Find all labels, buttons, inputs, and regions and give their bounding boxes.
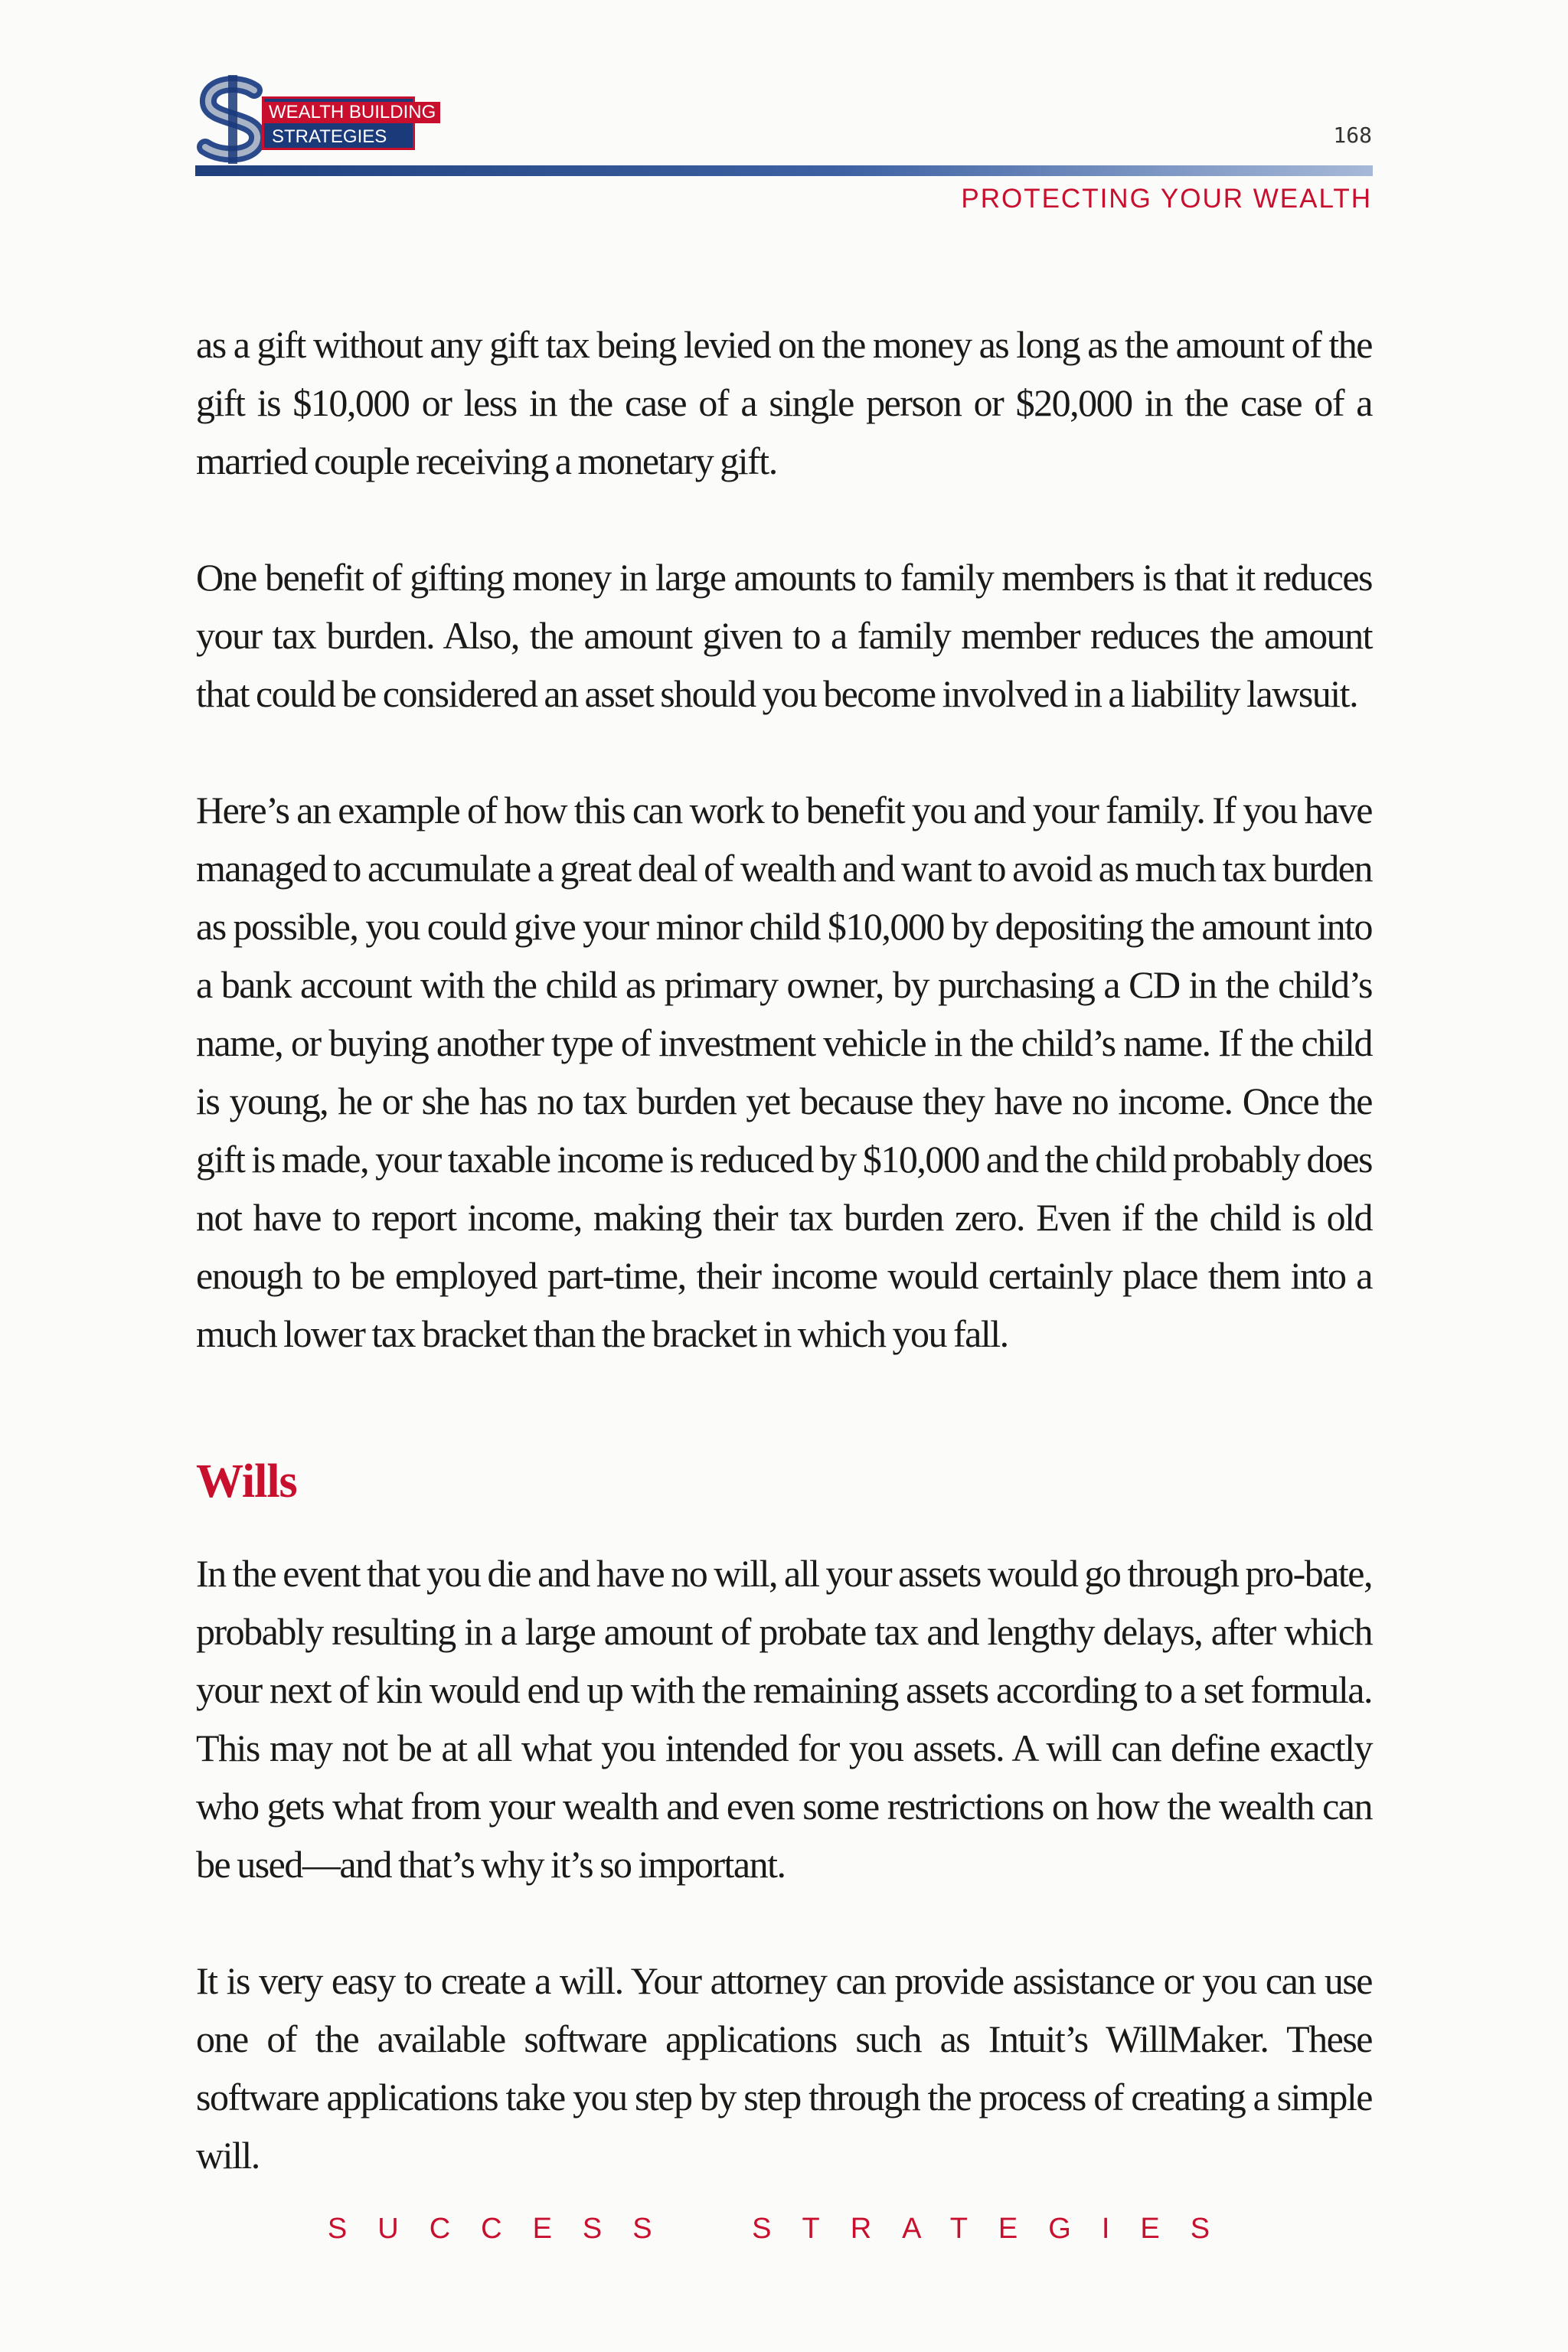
paragraph-2: One benefit of gifting money in large amounts to family members is that it reduces your tax burden. Also, the amount given to a family member reduces the amount that could be considered an asset should you become involved in a liability lawsuit. [196, 556, 1372, 715]
wills-heading: Wills [196, 1455, 297, 1508]
logo-line-2: STRATEGIES [272, 126, 387, 147]
paragraph-1: as a gift without any gift tax being levied on the money as long as the amount of the gift is $10,000 or less in the case of a single person or $20,000 in the case of a married couple receiving a monetary gift. [196, 323, 1372, 482]
paragraph-5: It is very easy to create a will. Your attorney can provide assistance or you can use one of the available software applications such as Intuit’s WillMaker. These software applications take you step by step through the process of creating a simple will. [196, 1959, 1372, 2177]
paragraph-3: Here’s an example of how this can work to benefit you and your family. If you have managed to accumulate a great deal of wealth and want to avoid as much tax burden as possible, you could give your minor child $10,000 by depositing the amount into a bank account with the child as primary owner, by purchasing a CD in the child’s name, or buying another type of investment vehicle in the child’s name. If the child is young, he or she has no tax burden yet because they have no income. Once the gift is made, your taxable income is reduced by $10,000 and the child probably does not have to report income, making their tax burden zero. Even if the child is old enough to be employed part-time, their income would certainly place them into a much lower tax bracket than the bracket in which you fall. [196, 789, 1372, 1355]
brand-logo [193, 74, 436, 165]
section-title: PROTECTING YOUR WEALTH [961, 184, 1372, 214]
page-number: 168 [1333, 122, 1372, 148]
footer-tagline: SUCCESS STRATEGIES [327, 2213, 1241, 2245]
logo-wordmark [262, 96, 436, 150]
paragraph-4: In the event that you die and have no will, all your assets would go through pro-bate, probably resulting in a large amount of probate tax and lengthy delays, after which your next of kin would end up with the remaining assets according to a set formula. This may not be at all what you intended for you assets. A will can define exactly who gets what from your wealth and even some restrictions on how the wealth can be used—and that’s why it’s so important. [196, 1552, 1372, 1886]
header-divider-bar [195, 165, 1373, 176]
logo-line-1: WEALTH BUILDING [264, 102, 440, 123]
